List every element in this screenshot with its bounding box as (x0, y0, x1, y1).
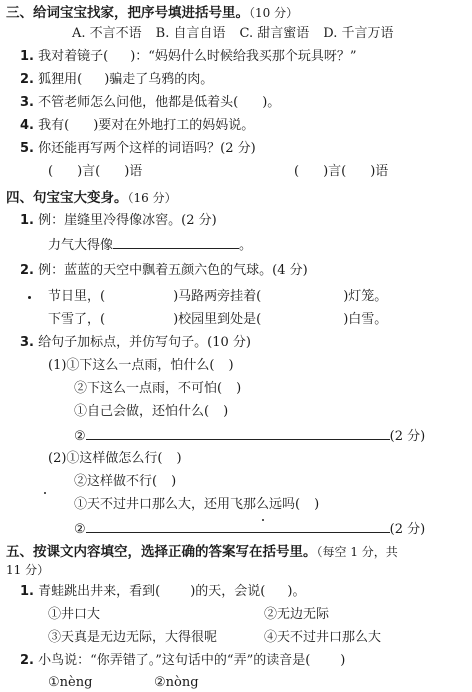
s4-g2-line-3 (74, 496, 319, 514)
s4-question-1 (20, 212, 217, 230)
q-text-b: ) (314, 497, 320, 512)
option-text: ①井口大 (48, 607, 101, 622)
s3-q5-answer-left (48, 163, 142, 181)
q-text-b: ) (236, 381, 242, 396)
s4-g2-line-2 (74, 473, 176, 491)
s4-g1-line-4 (74, 426, 425, 446)
section-3-points: （10 分） (249, 6, 299, 20)
q-text-c: )灯笼。 (343, 289, 388, 304)
q-text: 你还能再写两个这样的词语吗？(2 分) (38, 141, 256, 156)
option-text: ②无边无际 (264, 607, 330, 622)
answer-line[interactable] (86, 426, 390, 440)
q-number: 1. (20, 49, 34, 64)
q-number: 3. (20, 335, 34, 350)
q-text: 例：崖缝里冷得像冰窖。(2 分) (38, 213, 217, 228)
paren-mid: )言( (77, 164, 101, 179)
q-text-a: 我对着镜子( (38, 49, 109, 64)
paren-close: )语 (124, 164, 143, 179)
q-text-b: ) (223, 404, 229, 419)
q-text: 例：蓝蓝的天空中飘着五颜六色的气球。(4 分) (38, 263, 308, 278)
s5-question-1 (20, 583, 305, 601)
q-number: 2. (20, 72, 34, 87)
s4-g1-line-2 (74, 380, 241, 398)
q-points: (2 分) (389, 522, 426, 537)
q-text-b: )。 (262, 95, 281, 110)
q-text-b: )：“妈妈什么时候给我买那个玩具呀？” (130, 49, 357, 64)
q-number: 2. (20, 263, 34, 278)
q-text-a: 我有( (38, 118, 70, 133)
s3-question-3 (20, 94, 280, 112)
q-text-a: (1)①下这么一点雨，怕什么( (48, 358, 215, 373)
section-3-title (6, 4, 298, 22)
s4-question-2 (20, 262, 308, 280)
q-text-c: )白雪。 (343, 312, 388, 327)
q-text-a: 狐狸用( (38, 72, 83, 87)
q-text-a: 力气大得像 (48, 238, 114, 253)
s3-question-5 (20, 140, 256, 158)
q-label: ② (74, 429, 86, 444)
q-text-a: 不管老师怎么问他，他都是低着头( (38, 95, 239, 110)
section-4-points: （16 分） (127, 191, 177, 205)
q-text-a: ①自己会做，还怕什么( (74, 404, 210, 419)
q-text-c: )。 (287, 584, 306, 599)
s3-question-2 (20, 71, 213, 89)
s3-q5-answer-right (294, 163, 388, 181)
q-text-b: ) (340, 653, 346, 668)
q-number: 1. (20, 584, 34, 599)
section-3-options (72, 25, 393, 43)
s4-q1-answer (48, 235, 252, 255)
q-text-b: )校园里到处是( (173, 312, 262, 327)
option-text: ③天真是无边无际，大得很呢 (48, 630, 218, 645)
q-text-b: ) (171, 474, 177, 489)
q-text-a: 青蛙跳出井来，看到( (38, 584, 161, 599)
q-text-a: 节日里，( (48, 289, 106, 304)
s4-g1-line-3 (74, 403, 228, 421)
s4-question-3 (20, 334, 251, 352)
scan-dot (28, 296, 31, 299)
section-4-title (6, 189, 177, 207)
q-text-b: )的天，会说( (190, 584, 266, 599)
section-3-title-text: 三、给词宝宝找家，把序号填进括号里。 (6, 5, 249, 21)
q-text-a: ①天不过井口那么大，还用飞那么远吗( (74, 497, 301, 512)
q-text-a: (2)①这样做怎么行( (48, 451, 163, 466)
paren-mid: )言( (323, 164, 347, 179)
option-b: B. 自言自语 (155, 26, 226, 41)
answer-line[interactable] (113, 235, 239, 249)
q-text: 给句子加标点，并仿写句子。(10 分) (38, 335, 251, 350)
option-d: D. 千言万语 (323, 26, 394, 41)
s3-question-4 (20, 117, 254, 135)
q-text-a: ②这样做不行( (74, 474, 158, 489)
paren-close: )语 (370, 164, 389, 179)
section-5-points-cont (6, 561, 49, 579)
s5-question-2 (20, 652, 345, 670)
s4-g2-line-4 (74, 519, 425, 539)
q-text-a: 下雪了，( (48, 312, 106, 327)
q-number: 1. (20, 213, 34, 228)
paren-open: ( (48, 164, 54, 179)
q-number: 4. (20, 118, 34, 133)
option-text: ④天不过井口那么大 (264, 630, 382, 645)
q-label: ② (74, 522, 86, 537)
q-number: 2. (20, 653, 34, 668)
q-text-b: )要对在外地打工的妈妈说。 (93, 118, 255, 133)
answer-line[interactable] (86, 519, 390, 533)
q-points: (2 分) (389, 429, 426, 444)
s5-pinyin-option-1 (48, 674, 92, 692)
option-text: ②nòng (154, 675, 199, 690)
s5-option-4 (264, 629, 381, 647)
q-text-b: ) (228, 358, 234, 373)
q-text-a: 小鸟说：“你弄错了。”这句话中的“弄”的读音是( (38, 653, 311, 668)
s5-option-3 (48, 629, 217, 647)
q-text-b: ) (176, 451, 182, 466)
q-number: 3. (20, 95, 34, 110)
q-text-b: 。 (239, 238, 253, 253)
paren-open: ( (294, 164, 300, 179)
scan-dot (262, 519, 264, 521)
option-a: A. 不言不语 (72, 26, 142, 41)
section-5-title (6, 543, 398, 561)
s4-g1-line-1 (48, 357, 234, 375)
s4-q2-line-1 (48, 288, 387, 306)
option-text: ①nèng (48, 675, 93, 690)
section-5-title-text: 五、按课文内容填空，选择正确的答案写在括号里。 (6, 544, 317, 560)
s3-question-1 (20, 48, 357, 66)
q-number: 5. (20, 141, 34, 156)
s4-g2-line-1 (48, 450, 182, 468)
section-4-title-text: 四、句宝宝大变身。 (6, 190, 128, 206)
section-5-points: （每空 1 分，共 (316, 545, 398, 559)
q-text-a: ②下这么一点雨，不可怕( (74, 381, 223, 396)
scan-dot (44, 492, 46, 494)
section-5-points-b: 11 分） (6, 563, 50, 577)
q-text-b: )骗走了乌鸦的肉。 (104, 72, 214, 87)
s5-pinyin-option-2 (154, 674, 199, 692)
q-text-b: )马路两旁挂着( (173, 289, 262, 304)
s4-q2-line-2 (48, 311, 387, 329)
s5-option-2 (264, 606, 329, 624)
option-c: C. 甜言蜜语 (239, 26, 310, 41)
s5-option-1 (48, 606, 100, 624)
